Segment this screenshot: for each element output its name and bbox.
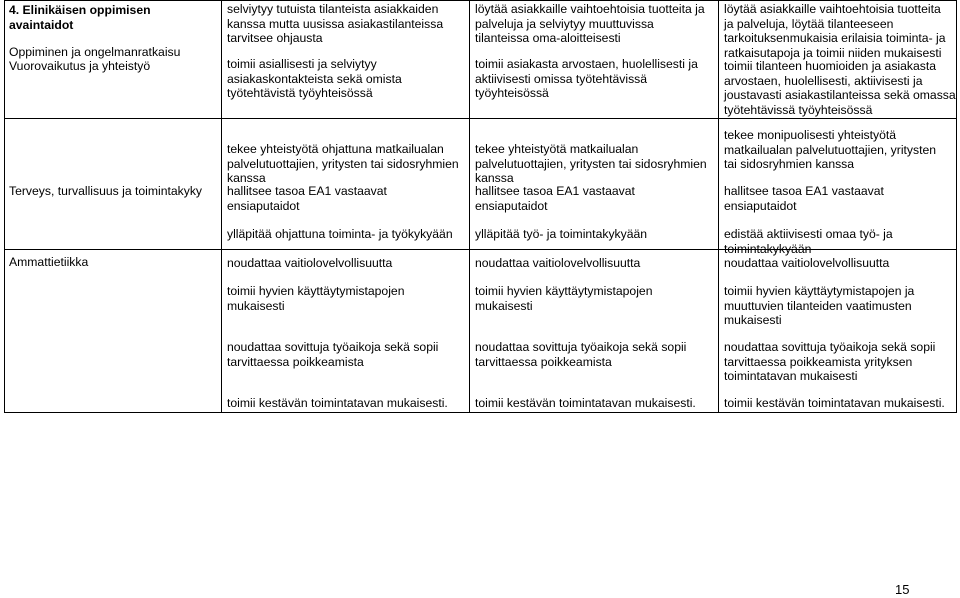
r2-c3-work-ability: edistää aktiivisesti omaa työ- ja toimintakykyään (724, 227, 893, 256)
r3-c2-confidentiality: noudattaa vaitiolovelvollisuutta (475, 256, 641, 270)
r3-c1-manners: toimii hyvien käyttäytymistapojen mukaisesti (227, 284, 405, 313)
r1-c2-interaction: toimii asiakasta arvostaen, huolellisesti ja aktiivisesti omissa työtehtävissä työyhteisössä (475, 57, 698, 101)
r1-c3-learning: löytää asiakkaille vaihtoehtoisia tuotteita ja palveluja, löytää tilanteeseen tarkoituksenmukaisia erilaisia toiminta- ja ratkaisutapoja ja toimii niiden mukaisesti (724, 2, 946, 60)
r3-c1-sustainability: toimii kestävän toimintatavan mukaisesti. (227, 396, 448, 410)
r2-c1-work-ability: ylläpitää ohjattuna toiminta- ja työkykyään (227, 227, 453, 241)
table-bottom-border (4, 412, 957, 413)
table-row-divider-1 (4, 118, 957, 119)
r3-c2-manners: toimii hyvien käyttäytymistapojen mukaisesti (475, 284, 653, 313)
table-right-border (956, 0, 957, 413)
r3-c3-working-hours: noudattaa sovittuja työaikoja sekä sopii tarvittaessa poikkeamista yrityksen toimintatavan mukaisesti (724, 340, 936, 384)
r3-c2-working-hours: noudattaa sovittuja työaikoja sekä sopii tarvittaessa poikkeamista (475, 340, 687, 369)
r2-c3-cooperation: tekee monipuolisesti yhteistyötä matkailualan palvelutuottajien, yritysten tai sidosryhmien kanssa (724, 128, 937, 172)
table-column-divider-2 (469, 0, 470, 413)
r2-c3-first-aid: hallitsee tasoa EA1 vastaavat ensiaputaidot (724, 184, 884, 213)
r2-c2-first-aid: hallitsee tasoa EA1 vastaavat ensiaputaidot (475, 184, 635, 213)
r3-c2-sustainability: toimii kestävän toimintatavan mukaisesti. (475, 396, 696, 410)
r3-c1-working-hours: noudattaa sovittuja työaikoja sekä sopii tarvittaessa poikkeamista (227, 340, 439, 369)
r2-c1-cooperation: tekee yhteistyötä ohjattuna matkailualan palvelutuottajien, yritysten tai sidosryhmien kanssa (227, 142, 459, 186)
r1-c2-learning: löytää asiakkaille vaihtoehtoisia tuotteita ja palveluja ja selviytyy muuttuvissa tilanteissa oma-aloitteisesti (475, 2, 705, 46)
r2-c1-first-aid: hallitsee tasoa EA1 vastaavat ensiaputaidot (227, 184, 387, 213)
row-label-health: Terveys, turvallisuus ja toimintakyky (9, 184, 203, 198)
page-number: 15 (895, 582, 910, 597)
r1-c1-interaction: toimii asiallisesti ja selviytyy asiakaskontakteista sekä omista työtehtävistä työyhteisössä (227, 57, 402, 101)
row-label-interaction: Vuorovaikutus ja yhteistyö (9, 59, 151, 73)
table-column-divider-3 (718, 0, 719, 413)
table-column-divider-1 (221, 0, 222, 413)
row-label-ethics: Ammattietiikka (9, 255, 89, 269)
r1-c3-interaction: toimii tilanteen huomioiden ja asiakasta arvostaen, huolellisesti, aktiivisesti ja joustavasti asiakastilanteissa sekä omassa työtehtävissä työyhteisössä (724, 59, 956, 117)
r1-c1-learning: selviytyy tutuista tilanteista asiakkaiden kanssa mutta uusissa asiakastilanteissa tarvitsee ohjausta (227, 2, 444, 46)
section-title: 4. Elinikäisen oppimisen avaintaidot (9, 3, 151, 32)
r3-c1-confidentiality: noudattaa vaitiolovelvollisuutta (227, 256, 393, 270)
r3-c3-confidentiality: noudattaa vaitiolovelvollisuutta (724, 256, 890, 270)
r2-c2-work-ability: ylläpitää työ- ja toimintakykyään (475, 227, 648, 241)
table-left-border (4, 0, 5, 413)
row-label-learning: Oppiminen ja ongelmanratkaisu (9, 45, 181, 59)
r2-c2-cooperation: tekee yhteistyötä matkailualan palvelutuottajien, yritysten tai sidosryhmien kanssa (475, 142, 707, 186)
r3-c3-manners: toimii hyvien käyttäytymistapojen ja muuttuvien tilanteiden vaatimusten mukaisesti (724, 284, 915, 328)
r3-c3-sustainability: toimii kestävän toimintatavan mukaisesti. (724, 396, 945, 410)
table-top-border (4, 0, 957, 1)
